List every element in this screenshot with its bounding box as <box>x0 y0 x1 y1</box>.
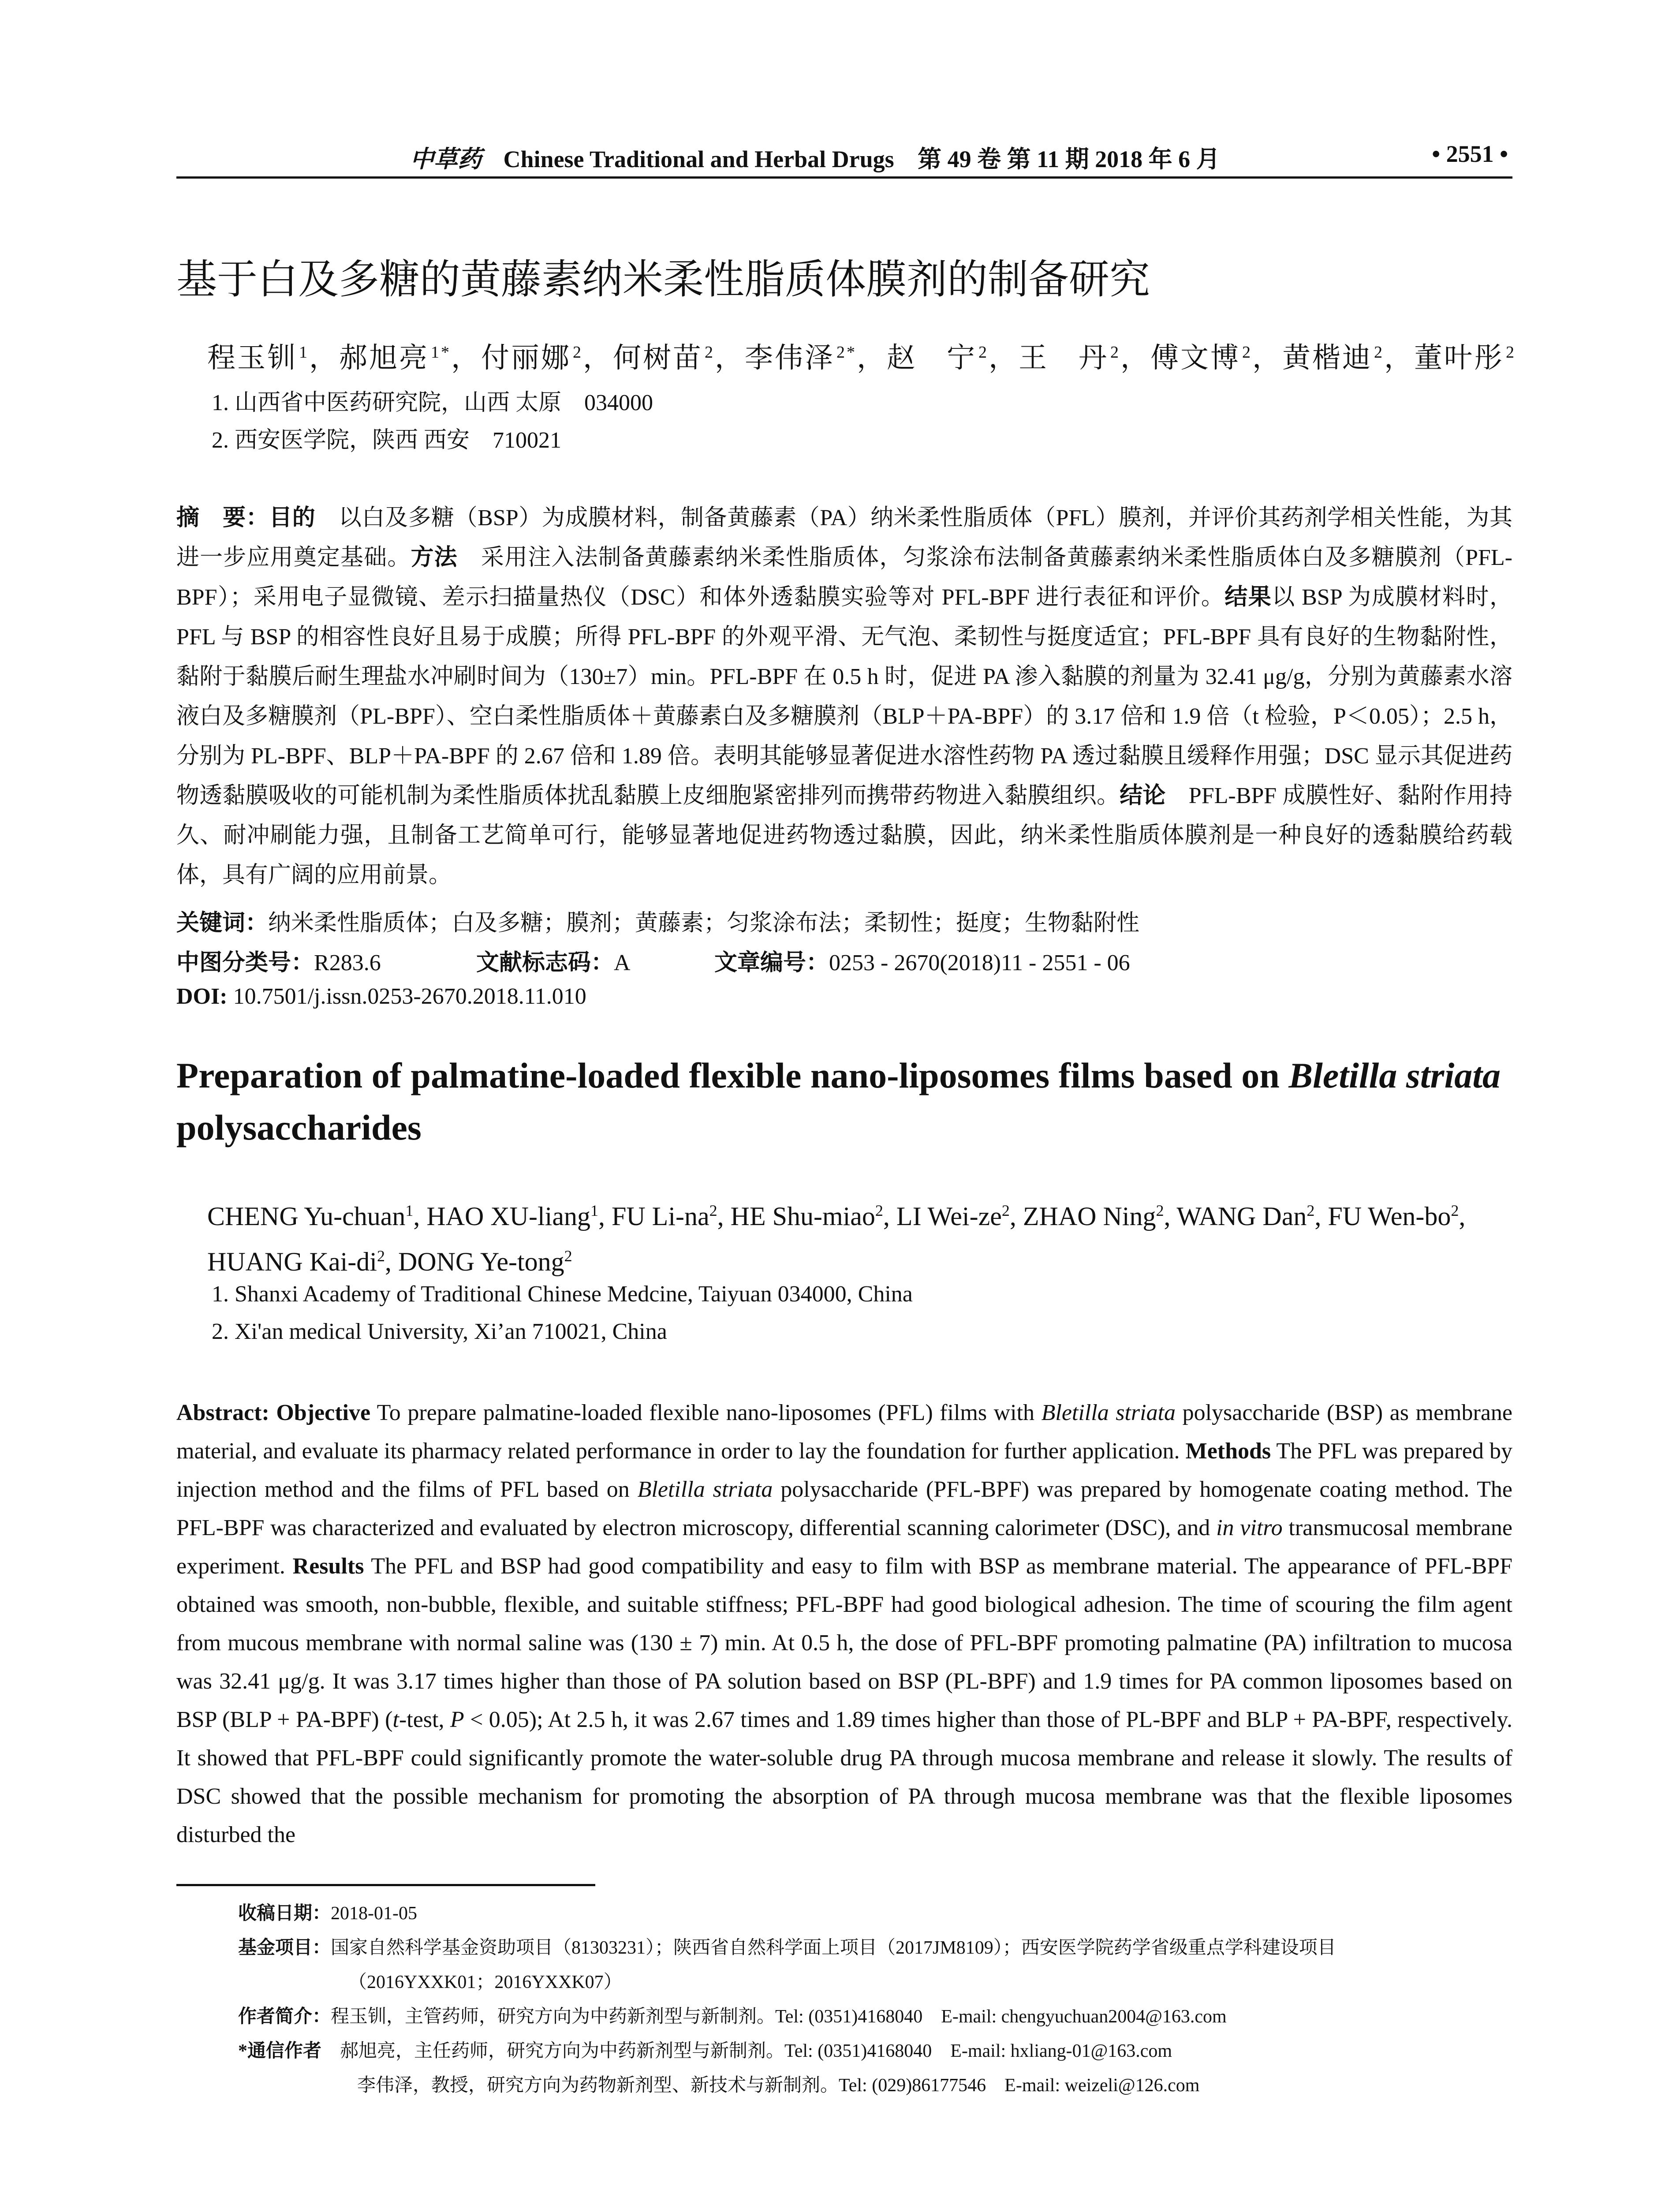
author-affiliation-mark: 2 <box>978 343 989 362</box>
author-name: HAO XU-liang <box>426 1202 590 1231</box>
en-affiliation-2: 2. Xi'an medical University, Xi’an 710021, China <box>212 1319 667 1344</box>
bio-text: 程玉钏，主管药师，研究方向为中药新剂型与新制剂。Tel: (0351)4168040 E-mail: chengyuchuan2004@163.com <box>331 2007 1227 2027</box>
received-label: 收稿日期： <box>238 1903 331 1924</box>
clc-label: 中图分类号： <box>176 950 314 975</box>
cn-affiliation-2: 2. 西安医学院，陕西 西安 710021 <box>212 428 562 453</box>
author-affiliation-mark: 2 <box>1110 343 1120 362</box>
en-objective-text-a: To prepare palmatine-loaded flexible nano-liposomes (PFL) films with <box>370 1400 1042 1425</box>
doccode-value: A <box>614 950 631 975</box>
author-name: 王 丹 <box>1019 342 1109 374</box>
footnote-bio <box>238 1999 1517 2034</box>
doccode-label: 文献标志码： <box>476 950 614 975</box>
footnote-rule <box>176 1884 595 1886</box>
author-affiliation-mark: 1 <box>590 1202 598 1219</box>
doi-value: 10.7501/j.issn.0253-2670.2018.11.010 <box>227 984 586 1009</box>
en-results-label: Results <box>292 1554 364 1579</box>
author-name: LI Wei-ze <box>896 1202 1002 1231</box>
cn-keywords-text: 纳米柔性脂质体；白及多糖；膜剂；黄藤素；匀浆涂布法；柔韧性；挺度；生物黏附性 <box>268 911 1140 936</box>
journal-en-name: Chinese Traditional and Herbal Drugs <box>503 146 894 172</box>
en-title-italic: Bletilla striata <box>1288 1055 1501 1095</box>
author-affiliation-mark: 2 <box>1242 343 1252 362</box>
author-affiliation-mark: 1* <box>431 343 451 362</box>
author-affiliation-mark: 2 <box>1451 1202 1459 1219</box>
en-methods-italic-1: Bletilla striata <box>637 1477 773 1502</box>
author-name: 傅文博 <box>1150 342 1240 374</box>
author-name: CHENG Yu-chuan <box>207 1202 406 1231</box>
author-name: FU Li-na <box>611 1202 709 1231</box>
author-affiliation-mark: 2 <box>1374 343 1384 362</box>
footnotes <box>238 1896 1517 2103</box>
en-abstract-label: Abstract: Objective <box>176 1400 371 1425</box>
author-name: 李伟泽 <box>745 342 835 374</box>
author-name: DONG Ye-tong <box>398 1247 564 1276</box>
page-number: • 2551 • <box>1432 141 1508 167</box>
cn-results-text: 以 BSP 为成膜材料时，PFL 与 BSP 的相容性良好且易于成膜；所得 PFL-BPF 的外观平滑、无气泡、柔韧性与挺度适宜；PFL-BPF 具有良好的生物黏附性，黏附于黏膜后耐生理盐水冲刷时间为（130±7）min。PFL-BPF 在 0.5 h 时，促进 PA 渗入黏膜的剂量为 32.41 μg/g，分别为黄藤素水溶液白及多糖膜剂（PL-BPF）、空白柔性脂质体＋黄藤素白及多糖膜剂（BLP＋PA-BPF）的 3.17 倍和 1.9 倍（t 检验，P＜0.05）；2.5 h，分别为 PL-BPF、BLP＋PA-BPF 的 2.67 倍和 1.89 倍。表明其能够显著促进水溶性药物 PA 透过黏膜且缓释作用强；DSC 显示其促进药物透黏膜吸收的可能机制为柔性脂质体扰乱黏膜上皮细胞紧密排列而携带药物进入黏膜组织。 <box>176 585 1513 808</box>
author-name: HUANG Kai-di <box>207 1247 377 1276</box>
en-objective-text-b: polysaccharide (BSP) as membrane material, and evaluate its pharmacy related performance in order to lay the foundation for further application. <box>176 1400 1512 1464</box>
running-header <box>176 132 1512 179</box>
corr-label: *通信作者 <box>238 2041 322 2061</box>
en-methods-label: Methods <box>1185 1439 1271 1464</box>
en-methods-italic-2: in vitro <box>1216 1515 1283 1540</box>
author-affiliation-mark: 1 <box>299 343 309 362</box>
en-abstract <box>176 1394 1512 1854</box>
doi-label: DOI: <box>176 984 228 1009</box>
author-name: HE Shu-miao <box>730 1202 875 1231</box>
en-title-part1: Preparation of palmatine-loaded flexible nano-liposomes films based on <box>176 1055 1289 1095</box>
cn-doi <box>176 983 586 1009</box>
author-name: 付丽娜 <box>481 342 571 374</box>
author-name: WANG Dan <box>1176 1202 1307 1231</box>
cn-title: 基于白及多糖的黄藤素纳米柔性脂质体膜剂的制备研究 <box>176 256 1150 303</box>
author-affiliation-mark: 2 <box>573 343 583 362</box>
cn-author-list: 程玉钏 $^1$，郝旭亮 $^{1*}$，付丽娜 $^2$，何树苗 $^2$，李伟泽 $^{2*}$，赵 宁 $^2$，王 丹 $^2$，傅文博 $^2$，黄楷迪 $^2$，董叶彤 $^2$ <box>207 342 1516 374</box>
received-date: 2018-01-05 <box>331 1903 417 1924</box>
author-name: 何树苗 <box>613 342 703 374</box>
footnote-corresponding-2: 李伟泽，教授，研究方向为药物新剂型、新技术与新制剂。Tel: (029)86177546 E-mail: weizeli@126.com <box>357 2075 1200 2096</box>
author-name: 程玉钏 <box>207 342 297 374</box>
author-name: 黄楷迪 <box>1282 342 1372 374</box>
en-methods-text-c: transmucosal membrane experiment. <box>176 1515 1512 1579</box>
footnote-fund <box>238 1931 1517 1965</box>
author-affiliation-mark: 2 <box>1307 1202 1315 1219</box>
cn-keywords-label: 关键词： <box>176 911 269 936</box>
en-affiliation-1: 1. Shanxi Academy of Traditional Chinese Medcine, Taiyuan 034000, China <box>212 1282 913 1307</box>
author-affiliation-mark: 2 <box>875 1202 883 1219</box>
cn-abstract <box>176 498 1512 895</box>
en-results-text-a: The PFL and BSP had good compatibility and easy to film with BSP as membrane material. The appearance of PFL-BPF obtained was smooth, non-bubble, flexible, and suitable stiffness; PFL-BPF had good biological adhesion. The time of scouring the film agent from mucous membrane with normal saline was (130 ± 7) min. At 0.5 h, the dose of PFL-BPF promoting palmatine (PA) infiltration to mucosa was 32.41 μg/g. It was 3.17 times higher than those of PA solution based on BSP (PL-BPF) and 1.9 times for PA common liposomes based on BSP (BLP + PA-BPF) ( <box>176 1554 1512 1732</box>
cn-classification <box>176 944 1130 977</box>
en-methods-text-a: The PFL was prepared by injection method and the films of PFL based on <box>176 1439 1512 1502</box>
journal-issue: 第 49 卷 第 11 期 2018 年 6 月 <box>918 146 1220 172</box>
author-affiliation-mark: 2 <box>705 343 715 362</box>
clc-value: R283.6 <box>314 950 381 975</box>
author-name: FU Wen-bo <box>1328 1202 1451 1231</box>
author-affiliation-mark: 2 <box>377 1247 385 1265</box>
author-name: 赵 宁 <box>887 342 977 374</box>
en-results-text-b: -test, <box>399 1707 450 1732</box>
en-title <box>176 1050 1512 1154</box>
footnote-fund-cont: （2016YXXK01；2016YXXK07） <box>348 1972 622 1992</box>
fund-text-1: 国家自然科学基金资助项目（81303231）；陕西省自然科学面上项目（2017JM8109）；西安医学院药学省级重点学科建设项目 <box>331 1938 1336 1958</box>
cn-affiliation-1: 1. 山西省中医药研究院，山西 太原 034000 <box>212 390 653 415</box>
en-author-list: CHENG Yu-chuan$^1$, HAO XU-liang$^1$, FU $Li-na^2$, HE Shu-miao$^2$, LI Wei-$ze^2$, ZHAO Ning$^2$, WANG Dan$^2$, FU Wen-$bo^2$, HUANG Kai-$di^2$, DONG Ye-tong$^2$ <box>207 1202 1466 1276</box>
cn-results-label: 结果 <box>1225 585 1272 610</box>
en-results-italic-t: t <box>392 1707 399 1732</box>
author-affiliation-mark: 2 <box>564 1247 572 1265</box>
en-objective-italic: Bletilla striata <box>1041 1400 1176 1425</box>
corr-text-1: 郝旭亮，主任药师，研究方向为中药新剂型与新制剂。Tel: (0351)4168040 E-mail: hxliang-01@163.com <box>321 2041 1172 2061</box>
author-affiliation-mark: 2 <box>709 1202 717 1219</box>
cn-keywords <box>176 904 1139 937</box>
journal-cn-name: 中草药 <box>410 146 482 172</box>
en-results-text-c: < 0.05); At 2.5 h, it was 2.67 times and 1.89 times higher than those of PL-BPF and BLP + PA-BPF, respectively. It showed that PFL-BPF could significantly promote the water-soluble drug PA through mucosa membrane and release it slowly. The results of DSC showed that the possible mechanism for promoting the absorption of PA through mucosa membrane was that the flexible liposomes disturbed the <box>176 1707 1512 1847</box>
author-name: 郝旭亮 <box>339 342 429 374</box>
cn-objective-label: 目的 <box>269 505 316 531</box>
en-results-italic-p: P <box>450 1707 464 1732</box>
author-affiliation-mark: 2 <box>1001 1202 1010 1219</box>
author-affiliation-mark: 2 <box>1506 343 1516 362</box>
author-affiliation-mark: 2 <box>1156 1202 1164 1219</box>
author-affiliation-mark: 1 <box>405 1202 414 1219</box>
bio-label: 作者简介： <box>238 2007 331 2027</box>
fund-label: 基金项目： <box>238 1938 331 1958</box>
author-affiliation-mark: 2* <box>836 343 857 362</box>
cn-methods-label: 方法 <box>411 545 458 570</box>
footnote-received <box>238 1896 1517 1931</box>
footnote-corresponding <box>238 2034 1517 2068</box>
cn-conclusion-text: PFL-BPF 成膜性好、黏附作用持久、耐冲刷能力强，且制备工艺简单可行，能够显著地促进药物透过黏膜，因此，纳米柔性脂质体膜剂是一种良好的透黏膜给药载体，具有广阔的应用前景。 <box>176 783 1512 888</box>
en-methods-text-b: polysaccharide (PFL-BPF) was prepared by homogenate coating method. The PFL-BPF was characterized and evaluated by electron microscopy, differential scanning calorimeter (DSC), and <box>176 1477 1512 1540</box>
article-no-label: 文章编号： <box>714 950 829 975</box>
cn-abstract-label: 摘 要： <box>176 505 269 531</box>
en-title-part2: polysaccharides <box>176 1107 422 1147</box>
cn-methods-text: 采用注入法制备黄藤素纳米柔性脂质体，匀浆涂布法制备黄藤素纳米柔性脂质体白及多糖膜剂（PFL-BPF）；采用电子显微镜、差示扫描量热仪（DSC）和体外透黏膜实验等对 PFL-BPF 进行表征和评价。 <box>176 545 1512 610</box>
journal-line <box>410 140 1220 174</box>
article-no-value: 0253 - 2670(2018)11 - 2551 - 06 <box>829 950 1130 975</box>
cn-conclusion-label: 结论 <box>1120 783 1166 808</box>
author-name: ZHAO Ning <box>1023 1202 1156 1231</box>
cn-objective-text: 以白及多糖（BSP）为成膜材料，制备黄藤素（PA）纳米柔性脂质体（PFL）膜剂，并评价其药剂学相关性能，为其进一步应用奠定基础。 <box>176 505 1512 570</box>
author-name: 董叶彤 <box>1414 342 1504 374</box>
